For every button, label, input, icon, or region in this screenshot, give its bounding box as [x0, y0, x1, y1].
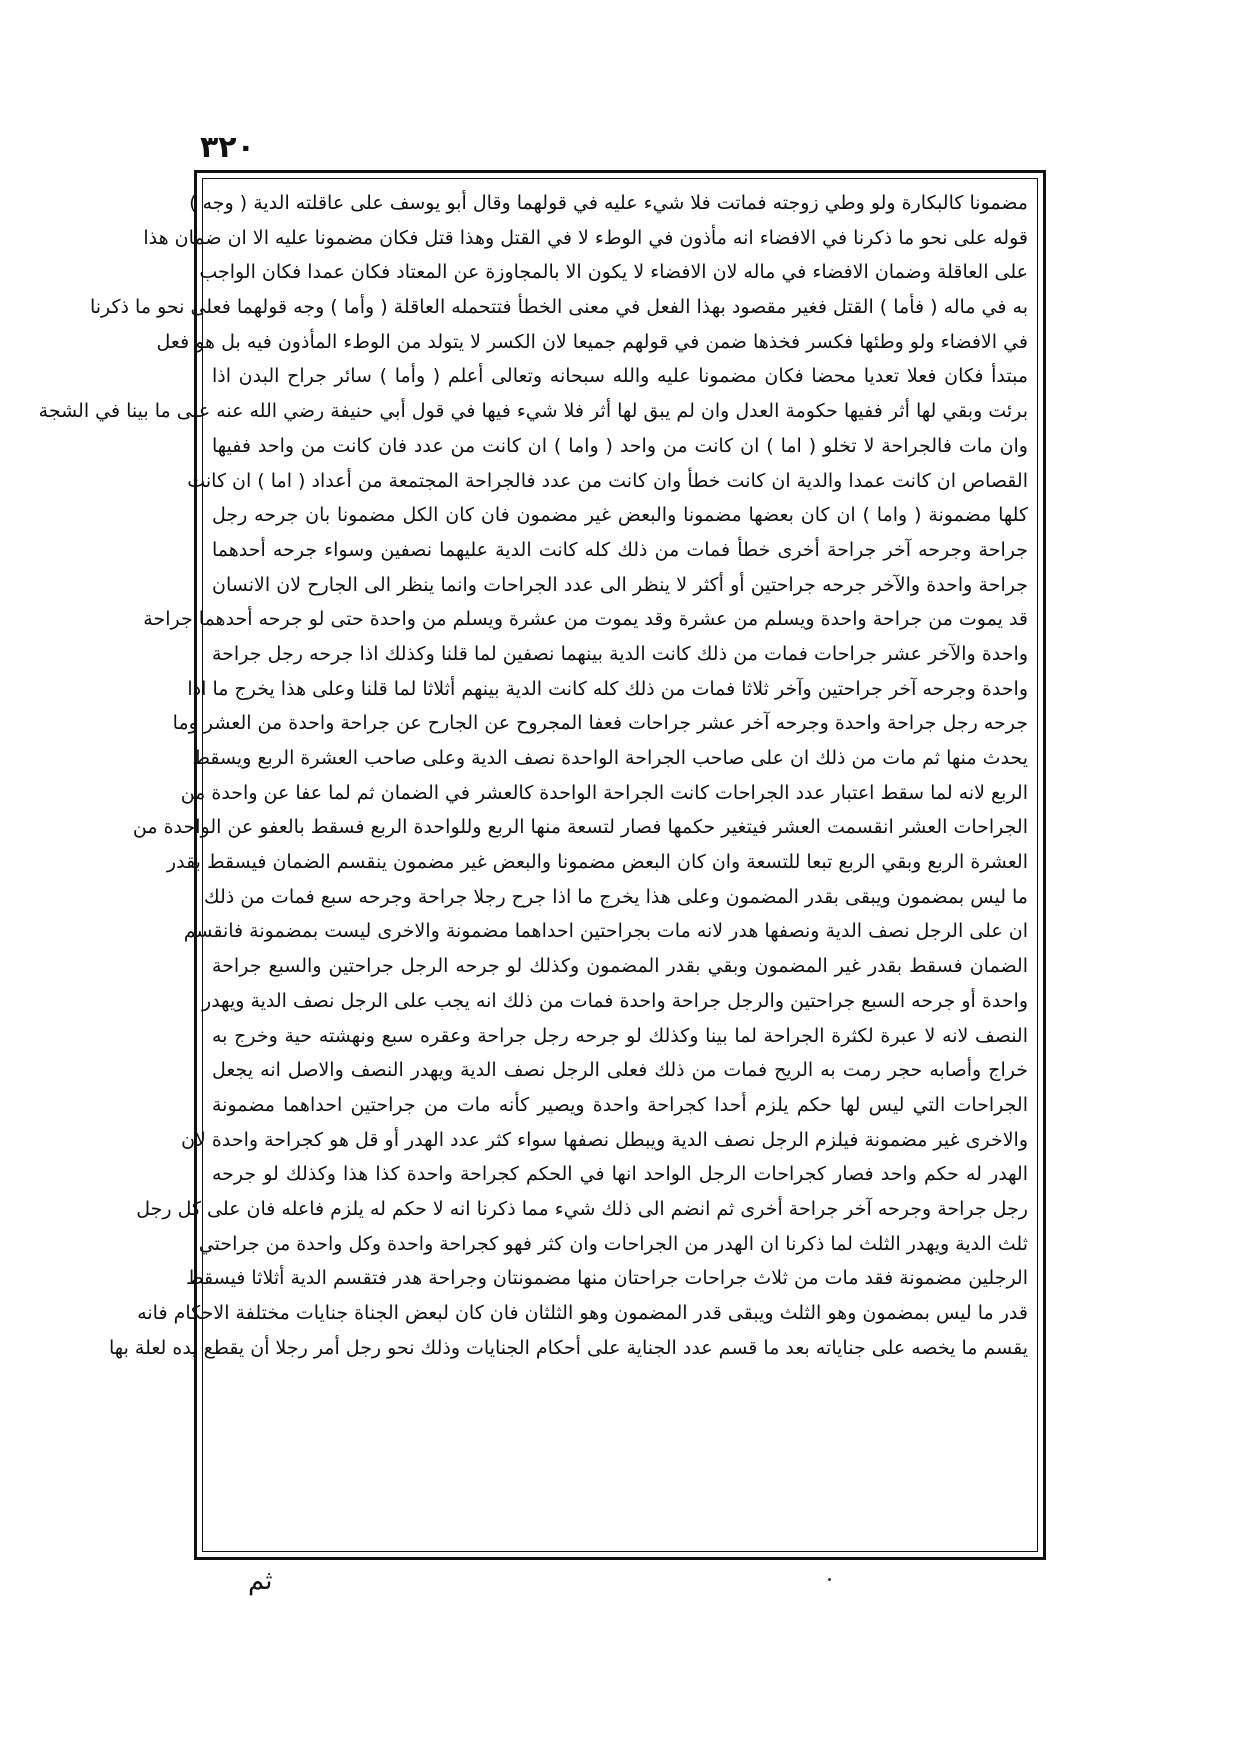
text-line: مبتدأ فكان فعلا تعديا محضا فكان مضمونا عليه والله سبحانه وتعالى أعلم ( وأما ) سائر جراح البدن اذا [212, 365, 1028, 388]
text-line: واحدة أو جرحه السبع جراحتين والرجل جراحة واحدة فمات من ذلك انه يجب على الرجل نصف الدية ويهدر [202, 989, 1028, 1012]
text-line: ان على الرجل نصف الدية ونصفها هدر لانه مات بجراحتين احداهما مضمونة والاخرى ليست بمضمونة فانقسم [183, 920, 1028, 943]
text-line: يحدث منها ثم مات من ذلك ان على صاحب الجراحة الواحدة نصف الدية وعلى صاحب العشرة الربع ويسقط [192, 747, 1028, 769]
text-body [38, 186, 1028, 1546]
text-line: في الافضاء ولو وطئها فكسر فخذها ضمن في قولهم جميعا لان الكسر لا يتولد من الوطء المأذون فيه بل هو فعل [156, 330, 1028, 353]
text-line: برئت وبقي لها أثر ففيها حكومة العدل وان لم يبق لها أثر فلا شيء فيها في قول أبي حنيفة رضي الله عنه على ما بينا في الشجة [38, 400, 1028, 423]
text-line: جراحة وجرحه آخر جراحة أخرى خطأ فمات من ذلك كله كانت الدية عليهما نصفين وسواء جرحه أحدهما [212, 538, 1028, 561]
text-line: على العاقلة وضمان الافضاء في ماله لان الافضاء لا يكون الا بالمجاوزة عن المعتاد فكان عمدا فكان الواجب [199, 261, 1028, 284]
text-line: كلها مضمونة ( واما ) ان كان بعضها مضمونا والبعض غير مضمون فان كان الكل مضمونا بان جرحه رجل [212, 504, 1028, 527]
text-line: الرجلين مضمونة فقد مات من ثلاث جراحات جراحتان منها مضمونتان وجراحة هدر فتقسم الدية أثلاثا فيسقط [185, 1267, 1028, 1290]
text-line: يقسم ما يخصه على جناياته بعد ما قسم عدد الجناية على أحكام الجنايات وذلك نحو رجل أمر رجلا أن يقطع يده لعلة بها [109, 1336, 1028, 1359]
catchword: ثم [248, 1566, 273, 1596]
text-line: الجراحات التي ليس لها حكم يلزم أحدا كجراحة واحدة ويصير كأنه مات من جراحتين احداهما مضمونة [212, 1093, 1028, 1116]
text-line: والاخرى غير مضمونة فيلزم الرجل نصف الدية ويبطل نصفها سواء كثر عدد الهدر أو قل هو كجراحة واحدة لان [181, 1128, 1028, 1151]
text-line: مضمونا كالبكارة ولو وطي زوجته فماتت فلا شيء عليه في قولهما وقال أبو يوسف على عاقلته الدية ( وجه ) [189, 192, 1028, 214]
text-line: وان مات فالجراحة لا تخلو ( اما ) ان كانت من واحد ( واما ) ان كانت من عدد فان كانت من واحد ففيها [212, 434, 1028, 457]
text-line: قد يموت من جراحة واحدة ويسلم من عشرة وقد يموت من عشرة ويسلم من واحدة حتى لو جرحه أحدهما جراحة [143, 608, 1028, 631]
text-line: قوله على نحو ما ذكرنا في الافضاء انه مأذون في الوطء لا في القتل وهذا قتل فكان مضمونا عليه الا ان ضمان هذا [143, 226, 1028, 249]
text-line: ثلث الدية ويهدر الثلث لما ذكرنا ان الهدر من الجراحات وان كثر فهو كجراحة واحدة وكل واحدة من جراحتي [198, 1232, 1028, 1255]
text-line: الضمان فسقط بقدر غير المضمون وبقي بقدر المضمون وكذلك لو جرحه الرجل جراحتين والسبع جراحة [212, 955, 1028, 978]
text-line: القصاص ان كانت عمدا والدية ان كانت خطأ وان كانت من عدد فالجراحة المجتمعة من أعداد ( اما ) ان كانت [187, 469, 1028, 492]
text-line: جرحه رجل جراحة واحدة وجرحه آخر عشر جراحات فعفا المجروح عن الجارح عن جراحة واحدة من العشر وما [172, 712, 1028, 735]
text-line: به في ماله ( فأما ) القتل فغير مقصود بهذا الفعل في معنى الخطأ فتتحمله العاقلة ( وأما ) وجه قولهما فعلى نحو ما ذكرنا [89, 296, 1028, 319]
text-line: خراج وأصابه حجر رمت به الريح فمات من ذلك فعلى الرجل نصف الدية ويهدر النصف والاصل انه يجعل [212, 1059, 1028, 1082]
text-line: الربع لانه لما سقط اعتبار عدد الجراحات كانت الجراحة الواحدة كالعشر في الضمان ثم لما عفا عن واحدة من [180, 781, 1028, 804]
text-line: قدر ما ليس بمضمون وهو الثلث ويبقى قدر المضمون وهو الثلثان فان كان لبعض الجناة جنايات مختلفة الاحكام فانه [137, 1302, 1028, 1324]
stray-dot [828, 1578, 831, 1581]
text-line: النصف لانه لا عبرة لكثرة الجراحة لما بينا وكذلك لو جرحه رجل جراحة وعقره سبع ونهشته حية وخرج به [212, 1024, 1028, 1047]
text-line: رجل جراحة وجرحه آخر جراحة أخرى ثم انضم الى ذلك شيء مما ذكرنا انه لا حكم له يلزم فاعله فان على كل رجل [136, 1197, 1028, 1220]
text-line: العشرة الربع وبقي الربع تبعا للتسعة وان كان البعض مضمونا والبعض غير مضمون ينقسم الضمان فيسقط بقدر [166, 851, 1028, 874]
text-line: ما ليس بمضمون ويبقى بقدر المضمون وعلى هذا يخرج ما اذا جرح رجلا جراحة وجرحه سبع فمات من ذلك [203, 885, 1028, 908]
text-line: واحدة وجرحه آخر جراحتين وآخر ثلاثا فمات من ذلك كله كانت الدية بينهم أثلاثا لما قلنا وعلى هذا يخرج ما اذا [187, 677, 1028, 700]
page-number: ٣٢٠ [200, 130, 255, 165]
text-line: واحدة والآخر عشر جراحات فمات من ذلك كانت الدية بينهما نصفين لما قلنا وكذلك اذا جرحه رجل جراحة [212, 642, 1028, 665]
text-line: جراحة واحدة والآخر جرحه جراحتين أو أكثر لا ينظر الى عدد الجراحات وانما ينظر الى الجارح لان الانسان [212, 573, 1028, 596]
text-line: الهدر له حكم واحد فصار كجراحات الرجل الواحد انها في الحكم كجراحة واحدة كذا هذا وكذلك لو جرحه [212, 1163, 1028, 1186]
text-line: الجراحات العشر انقسمت العشر فيتغير حكمها فصار لتسعة منها الربع وللواحدة الربع فسقط بالعفو عن الواحدة من [132, 816, 1028, 839]
